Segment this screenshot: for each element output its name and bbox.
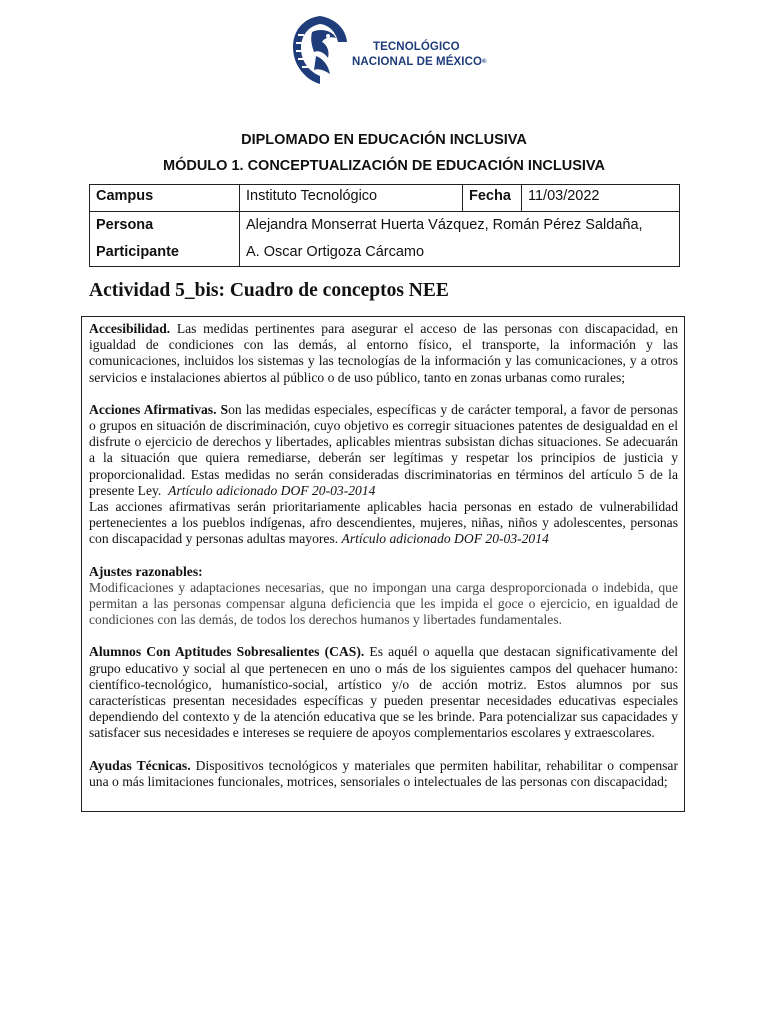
fecha-label: Fecha: [463, 185, 522, 212]
concept-alumnos-cas: [89, 644, 678, 741]
registered-mark: ®: [482, 59, 487, 65]
concepts-box: [81, 316, 685, 812]
concept-ayudas-tecnicas: [89, 758, 678, 790]
persona-participante-label: [90, 212, 240, 267]
concept-ajustes-razonables: [89, 564, 678, 629]
concept-note: Artículo adicionado DOF 20-03-2014: [341, 531, 549, 547]
participants-line1: Alejandra Monserrat Huerta Vázquez, Román Pérez Saldaña,: [246, 217, 643, 233]
concept-acciones-afirmativas-cont: [89, 499, 678, 548]
concept-note: Artículo adicionado DOF 20-03-2014: [168, 482, 376, 498]
table-row: [90, 212, 680, 267]
logo-text-line2: NACIONAL DE MÉXICO: [352, 56, 483, 68]
concept-term: Ayudas Técnicas.: [89, 757, 191, 773]
concept-text: Modificaciones y adaptaciones necesarias, que no impongan una carga desproporcionada o indebida, que permitan a las personas compensar alguna deficiencia que les impida el goce o ejercicio, en igualdad de condiciones con las demás, de todos los derechos humanos y libertades fundamentales.: [89, 579, 678, 628]
participants-line2: A. Oscar Ortigoza Cárcamo: [246, 244, 425, 260]
concept-text: Es aquél o aquella que destacan significativamente del grupo educativo y social al que pertenecen en uno o más de los siguientes campos del quehacer humano: científico-tecnológico, humanístico-social, artístico y/o de acción motriz. Estos alumnos por sus características presentan necesidades específicas y pueden presentar necesidades educativas especiales dependiendo del contexto y de la atención educativa que se les brinde. Para potencializar sus capacidades y satisfacer sus necesidades e intereses se requiere de apoyos complementarios escolares y extraescolares.: [89, 644, 679, 741]
participants-value: [240, 212, 680, 267]
activity-title: Actividad 5_bis: Cuadro de conceptos NEE: [89, 280, 449, 301]
persona-label-line1: Persona: [96, 217, 154, 233]
fecha-value: 11/03/2022: [522, 185, 680, 212]
concept-term: Alumnos Con Aptitudes Sobresalientes (CAS).: [89, 644, 365, 660]
campus-label: Campus: [90, 185, 240, 212]
persona-label-line2: Participante: [96, 244, 179, 260]
concept-term: Accesibilidad.: [89, 321, 171, 336]
concept-text: on las medidas especiales, específicas y de carácter temporal, a favor de personas o grupos en situación de discriminación, cuyo objetivo es corregir situaciones patentes de desigualdad en el disfrute o ejercicio de derechos y libertades, aplicables mientras subsistan dichas situaciones. Se adecuarán a la situación que quiera remediarse, deberán ser legítimas y respetar los principios de justicia y proporcionalidad. Estas medidas no serán consideradas discriminatorias en términos del artículo 5 de la presente Ley.: [89, 401, 678, 498]
info-table: [89, 184, 680, 267]
concept-text: Las acciones afirmativas serán prioritariamente aplicables hacia personas en estado de vulnerabilidad pertenecientes a los pueblos indígenas, afro descendientes, mujeres, niñas, niños y adolescentes, personas con discapacidad y personas adultas mayores.: [89, 499, 678, 547]
campus-value: Instituto Tecnológico: [240, 185, 463, 212]
logo-text-line1: TECNOLÓGICO: [373, 41, 460, 53]
concept-term: Acciones Afirmativas. S: [89, 401, 229, 417]
concept-text: Dispositivos tecnológicos y materiales que permiten habilitar, rehabilitar o compensar una o más limitaciones funcionales, motrices, sensoriales o intelectuales de las personas con discapacidad;: [89, 757, 678, 789]
diplomado-title: DIPLOMADO EN EDUCACIÓN INCLUSIVA: [241, 132, 527, 148]
eagle-emblem-icon: [290, 14, 350, 86]
concept-accesibilidad: [89, 321, 678, 386]
tecnm-logo: [290, 14, 490, 86]
concept-acciones-afirmativas: [89, 402, 678, 499]
concept-term: Ajustes razonables:: [89, 563, 203, 579]
modulo-title: MÓDULO 1. CONCEPTUALIZACIÓN DE EDUCACIÓN INCLUSIVA: [163, 158, 605, 174]
table-row: [90, 185, 680, 212]
concept-text: Las medidas pertinentes para asegurar el acceso de las personas con discapacidad, en igualdad de condiciones con las demás, al entorno físico, el transporte, la información y las comunicaciones, incluidos los sistemas y las tecnologías de la información y las comunicaciones, y a otros servicios e instalaciones abiertos al público o de uso público, tanto en zonas urbanas como rurales;: [89, 321, 678, 385]
